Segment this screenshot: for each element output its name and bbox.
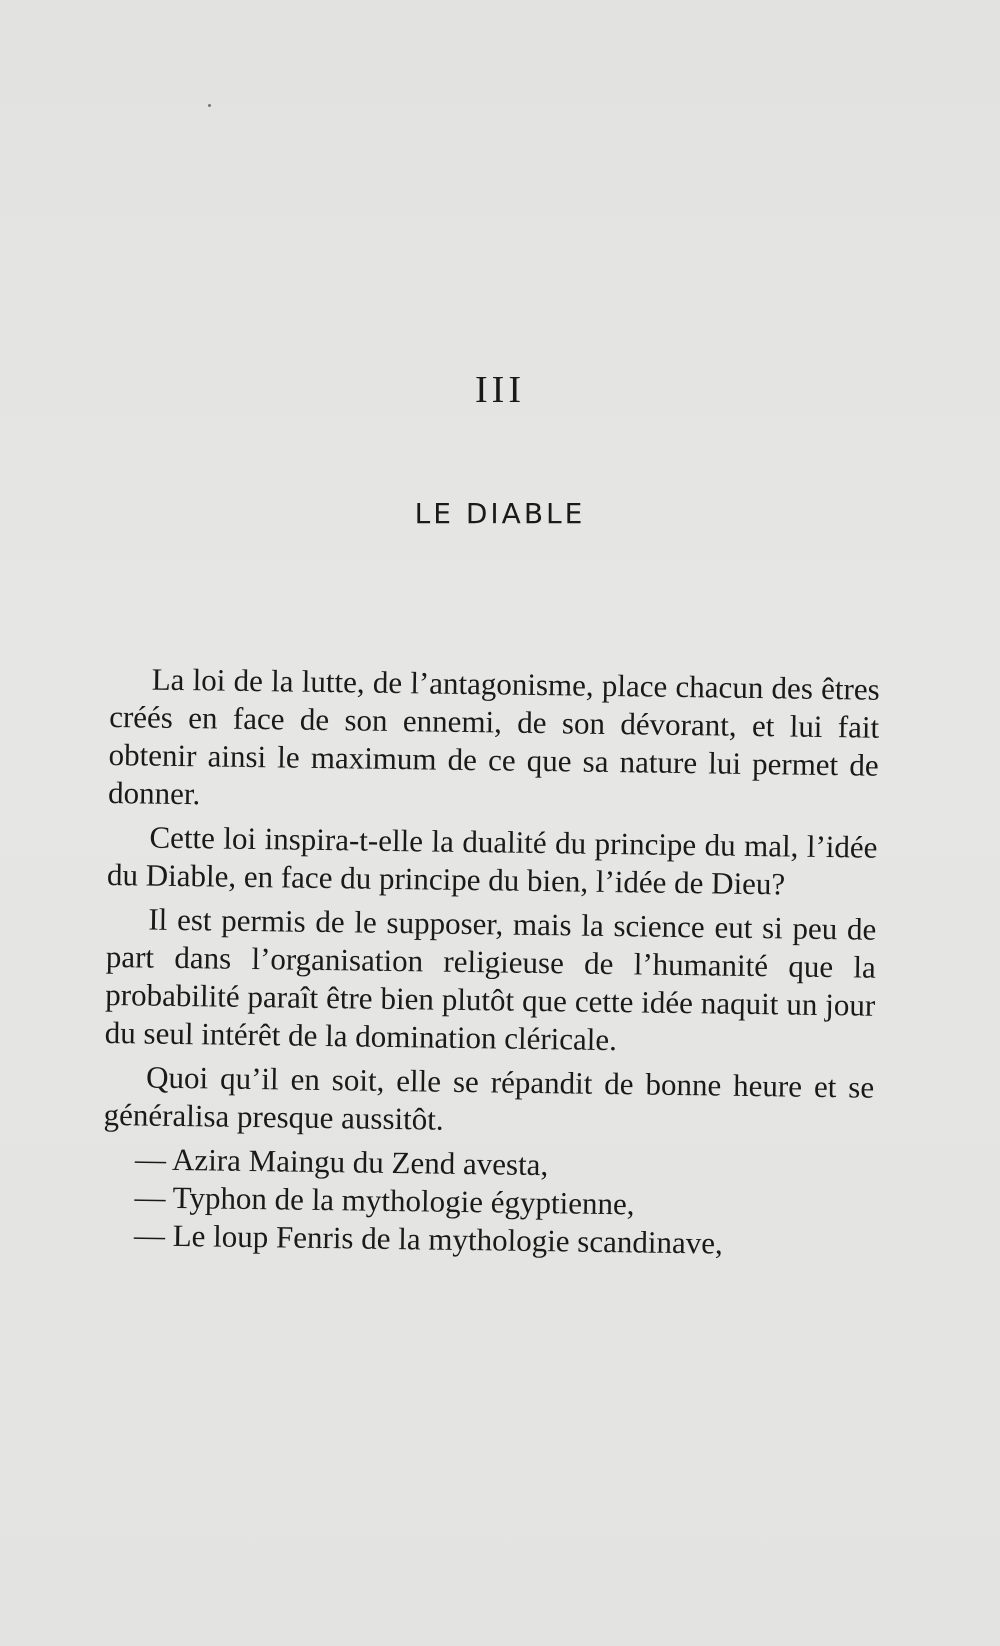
paragraph: Il est permis de le supposer, mais la science eut si peu de part dans l’organisation religieuse de l’humanité que la probabilité paraît être bien plutôt que cette idée naquit un jour du seul intérêt de la domination cléricale. (104, 901, 877, 1058)
paragraph: Quoi qu’il en soit, elle se répandit de bonne heure et se généralisa presque aussitôt. (103, 1059, 875, 1137)
paragraph: Cette loi inspira-t-elle la dualité du principe du mal, l’idée du Diable, en face du principe du bien, l’idée de Dieu? (106, 819, 878, 902)
enumeration-item: — Le loup Fenris de la mythologie scandinave, (133, 1217, 724, 1261)
enumeration-item: — Typhon de la mythologie égyptienne, (134, 1179, 635, 1222)
ink-speck (208, 104, 211, 107)
paragraph: La loi de la lutte, de l’antagonisme, place chacun des êtres créés en face de son ennemi, de son dévorant, et lui fait obtenir ainsi le maximum de ce que sa nature lui permet de donner. (107, 661, 880, 812)
chapter-title: LE DIABLE (414, 497, 586, 530)
enumeration-item: — Azira Maingu du Zend avesta, (134, 1141, 549, 1183)
chapter-number: III (475, 369, 525, 411)
body-text (102, 660, 880, 1265)
